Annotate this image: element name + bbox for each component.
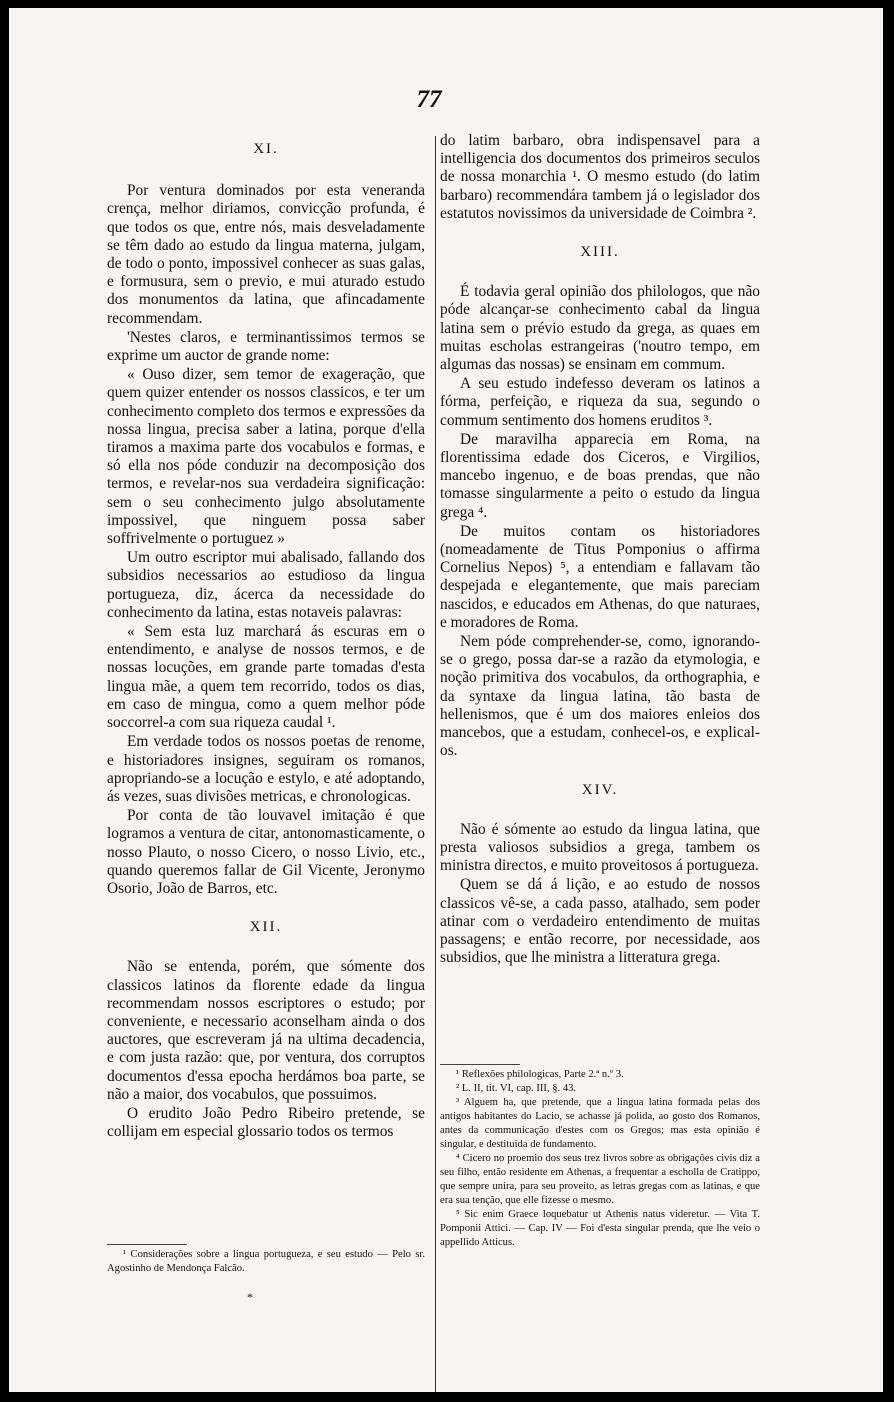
paragraph: Um outro escriptor mui abalisado, fallando dos subsidios necessarios ao estudioso da lingua portugueza, diz, ácerca da necessidade do conhecimento da latina, estas notaveis palavras: <box>107 549 425 621</box>
paragraph: Não se entenda, porém, que sómente dos classicos latinos da florente edade da lingua recommendam nossos escriptores o estudo; por conveniente, e necessario aconselham ainda o dos auctores, que escreveram já na ultima decadencia, e com justa razão: que, por ventura, dos corruptos documentos d'essa epocha herdámos boa parte, se não a maior, dos vocabulos, que possuimos. <box>107 958 425 1103</box>
paragraph: Por conta de tão louvavel imitação é que logramos a ventura de citar, antonomasticamente, o nosso Plauto, o nosso Cicero, o nosso Livio, etc., quando queremos fallar de Gil Vicente, Jeronymo Osorio, João de Barros, etc. <box>107 807 425 897</box>
footnote: ³ Alguem ha, que pretende, que a lingua latina formada pelas dos antigos habitantes do Lacio, se achasse já polida, ao gosto dos Romanos, antes da communicação d'estes com os Gregos; mas esta opinião é singular, e destituida de fundamento. <box>440 1097 760 1150</box>
section-heading-xiv: XIV. <box>581 781 619 798</box>
continuation-paragraph: do latim barbaro, obra indispensavel para a intelligencia dos documentos dos primeiros seculos de nossa monarchia ¹. O mesmo estudo (do latim barbaro) recommendára tambem já o legislador dos estatutos novissimos da universidade de Coimbra ². <box>440 132 760 222</box>
paragraph: Nem póde comprehender-se, como, ignorando-se o grego, possa dar-se a razão da etymologia, e noção primitiva dos vocabulos, da orthographia, e da syntaxe da lingua latina, tão basta de hellenismos, que é um dos maiores enleios dos mancebos, que a estudam, conhecel-os, e explical-os. <box>440 633 760 760</box>
footnote-divider <box>440 1064 520 1065</box>
paragraph: Em verdade todos os nossos poetas de renome, e historiadores insignes, seguiram os romanos, apropriando-se a locução e estylo, e até adoptando, ás vezes, suas divisões metricas, e chronologicas. <box>107 733 425 805</box>
paragraph: O erudito João Pedro Ribeiro pretende, se collijam em especial glossario todos os termos <box>107 1104 425 1141</box>
quote-paragraph: « Sem esta luz marchará ás escuras em o entendimento, e analyse de nossos termos, e de nossas locuções, em grande parte tomadas d'esta lingua mãe, a quem tem recorrido, todos os dias, em caso de mingua, como a quem melhor póde soccorrel-a com sua riqueza caudal ¹. <box>107 623 425 732</box>
paragraph: Quem se dá á lição, e ao estudo de nossos classicos vê-se, a cada passo, atalhado, sem poder atinar com o verdadeiro entendimento de muitas passagens; e então recorre, por necessidade, aos subsidios, que lhe ministra a litteratura grega. <box>440 876 760 967</box>
footnote: ⁵ Sic enim Graece loquebatur ut Athenis natus videretur. — Vita T. Pomponii Attici. — Cap. IV — Foi d'esta singular prenda, que lhe veio o appellido Atticus. <box>440 1209 760 1248</box>
quote-paragraph: « Ouso dizer, sem temor de exageração, que quem quizer entender os nossos classicos, e ter um conhecimento completo dos termos e expressões da nossa lingua, precisa saber a latina, porque d'ella tiramos a maxima parte dos vocabulos e formas, e só ella nos póde conduzir na decomposição dos termos, e revelar-nos sua verdadeira significação: sem o seu conhecimento julgo absolutamente impossivel, que ninguem possa saber soffrivelmente o portuguez » <box>107 366 425 548</box>
page <box>9 8 883 1392</box>
paragraph: 'Nestes claros, e terminantissimos termos se exprime um auctor de grande nome: <box>107 328 425 365</box>
paragraph: De maravilha apparecia em Roma, na florentissima edade dos Ciceros, e Virgilios, mancebo ingenuo, e de boas prendas, que não tomasse singularmente a peito o estudo da lingua grega ⁴. <box>440 430 760 521</box>
footnote: ⁴ Cicero no proemio dos seus trez livros sobre as obrigações civis diz a seu filho, então residente em Athenas, a frequentar a escholla de Cratippo, que sempre unira, para seu proveito, as letras gregas com as latinas, e que era sua tenção, que elle fizesse o mesmo. <box>440 1153 760 1206</box>
section-heading-xi: XI. <box>253 141 279 157</box>
section-heading-xiii: XIII. <box>580 244 620 261</box>
paragraph: Não é sómente ao estudo da lingua latina, que presta valiosos subsidios a grega, tambem os ministra directos, e muito proveitosos á portugueza. <box>440 820 760 875</box>
footnote: ² L. II, tit. VI, cap. III, §. 43. <box>456 1083 577 1094</box>
footnote: ¹ Considerações sobre a lingua portugueza, e seu estudo — Pelo sr. Agostinho de Mendonça Falcão. <box>107 1249 425 1274</box>
left-footnotes <box>107 1248 425 1276</box>
right-column <box>440 132 760 968</box>
right-footnotes <box>440 1068 760 1250</box>
signature-mark: * <box>247 1290 253 1304</box>
paragraph: A seu estudo indefesso deveram os latinos a fórma, perfeição, e riqueza da sua, segundo o commum sentimento dos homens eruditos ³. <box>440 375 760 429</box>
column-divider <box>435 136 436 1392</box>
paragraph: É todavia geral opinião dos philologos, que não póde alcançar-se conhecimento cabal da lingua latina sem o prévio estudo da grega, as quaes em muitas escholas estrangeiras ('noutro tempo, em algumas das nossas) se ensinam em commum. <box>440 283 760 374</box>
paragraph: De muitos contam os historiadores (nomeadamente de Titus Pomponius o affirma Cornelius Nepos) ⁵, a entendiam e fallavam tão despejada e elegantemente, que mais pareciam nascidos, e educados em Athenas, do que naturaes, e moradores de Roma. <box>440 522 760 631</box>
page-number: 77 <box>416 86 442 113</box>
left-column <box>107 132 425 1142</box>
paragraph: Por ventura dominados por esta veneranda crença, melhor diriamos, convicção profunda, é que todos os que, entre nós, mais desveladamente se têm dado ao estudo da lingua materna, julgam, de todo o ponto, impossivel conhecer as suas galas, e formusura, sem o previo, e mui aturado estudo dos monumentos da latina, que afincadamente recommendam. <box>107 182 425 327</box>
section-heading-xii: XII. <box>249 919 283 936</box>
footnote-divider <box>107 1244 187 1245</box>
footnote: ¹ Reflexões philologicas, Parte 2.ª n.º 3. <box>456 1069 624 1080</box>
